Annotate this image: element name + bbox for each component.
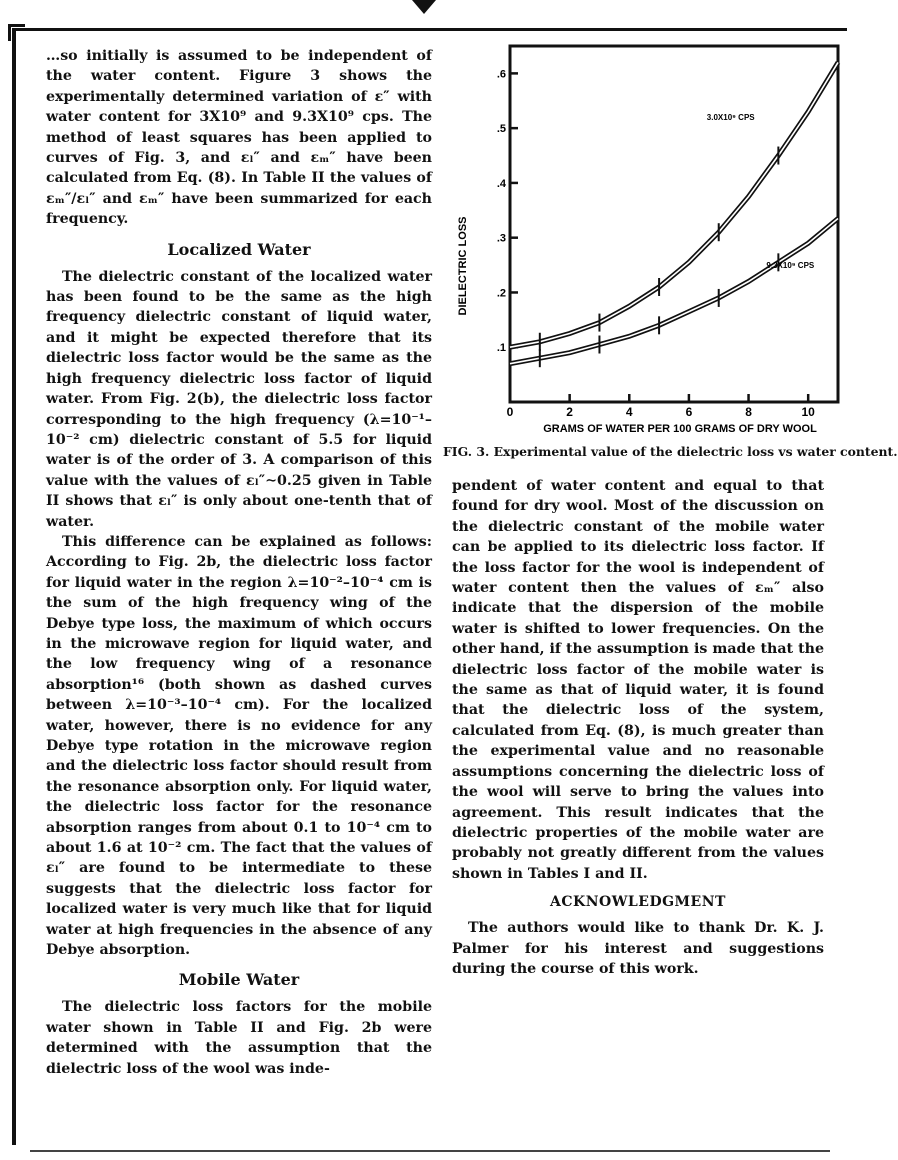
page-bottom-edge xyxy=(30,1150,830,1152)
x-tick-label: 6 xyxy=(685,405,693,419)
page-left-edge xyxy=(12,30,16,1145)
x-tick-label: 0 xyxy=(506,405,514,419)
series-line xyxy=(510,62,838,347)
y-tick-label: .3 xyxy=(496,232,506,245)
plot-frame xyxy=(510,46,838,402)
series-label: 9.3X10⁹ CPS xyxy=(766,260,815,270)
paragraph: pendent of water content and equal to that found for dry wool. Most of the discussion on the dielectric constant of the mobile water can be applied to its dielectric loss factor. If the loss factor for the wool is independent of water content then the values of εₘ″ also indicate that the dispersion of the mobile water is shifted to lower frequencies. On the other hand, if the assumption is made that the dielectric loss factor of the mobile water is the same as that of liquid water, it is found that the dielectric loss of the system, calculated from Eq. (8), is much greater than the experimental value and no reasonable assumptions concerning the dielectric loss of the wool will serve to bring the values into agreement. This result indicates that the dielectric properties of the mobile water are probably not greatly different from the values shown in Tables I and II. xyxy=(452,478,824,882)
y-tick-label: .4 xyxy=(496,177,506,190)
x-tick-label: 4 xyxy=(625,405,633,419)
y-axis-label: DIELECTRIC LOSS xyxy=(457,216,469,316)
x-axis-label: GRAMS OF WATER PER 100 GRAMS OF DRY WOOL xyxy=(543,423,817,435)
y-tick-label: .5 xyxy=(496,123,506,136)
section-heading-mobile-water: Mobile Water xyxy=(178,970,300,990)
series-line-inner xyxy=(510,62,838,347)
x-tick-label: 8 xyxy=(745,405,752,419)
series-line-inner xyxy=(510,219,838,364)
paragraph: The dielectric constant of the localized water has been found to be the same as the high frequency dielectric constant of liquid water, and it might be expected therefore that its dielectric loss factor would be the same as the high frequency dielectric loss factor of liquid water. From Fig. 2(b), the dielectric loss factor corresponding to the high frequency (λ=10⁻¹–10⁻² cm) dielectric constant of 5.5 for liquid water is of the order of 3. A comparison of this value with the values of εₗ″∼0.25 given in Table II shows that εₗ″ is only about one-tenth that of water. xyxy=(46,268,432,530)
y-tick-label: .1 xyxy=(496,342,506,355)
paragraph: …so initially is assumed to be independent of the water content. Figure 3 shows the experimentally determined variation of ε″ with water content for 3X10⁹ and 9.3X10⁹ cps. The method of least squares has been applied to curves of Fig. 3, and εₗ″ and εₘ″ have been calculated from Eq. (8). In Table II the values of εₘ″/εₗ″ and εₘ″ have been summarized for each frequency. xyxy=(46,48,432,228)
figure-3 xyxy=(452,40,847,460)
section-heading-acknowledgment: ACKNOWLEDGMENT xyxy=(550,894,726,911)
dielectric-loss-chart xyxy=(452,40,847,450)
series-label: 3.0X10⁹ CPS xyxy=(706,112,755,122)
x-tick-label: 2 xyxy=(566,405,573,419)
right-column xyxy=(452,476,824,979)
figure-caption: FIG. 3. Experimental value of the dielectric loss vs water content. xyxy=(443,444,898,459)
section-heading-localized-water: Localized Water xyxy=(167,239,311,259)
paragraph: The authors would like to thank Dr. K. J. Palmer for his interest and suggestions during the course of this work. xyxy=(452,920,824,977)
scan-corner-mark xyxy=(8,24,25,41)
y-tick-label: .2 xyxy=(496,287,506,300)
paragraph: This difference can be explained as follows: According to Fig. 2b, the dielectric loss factor for liquid water in the region λ=10⁻²–10⁻⁴ cm is the sum of the high frequency wing of the Debye type loss, the maximum of which occurs in the microwave region for liquid water, and the low frequency wing of a resonance absorption¹⁶ (both shown as dashed curves between λ=10⁻³–10⁻⁴ cm). For the localized water, however, there is no evidence for any Debye type rotation in the microwave region and the dielectric loss factor should result from the resonance absorption only. For liquid water, the dielectric loss factor for the resonance absorption ranges from about 0.1 to 10⁻⁴ cm to about 1.6 at 10⁻² cm. The fact that the values of εₗ″ are found to be intermediate to these suggests that the dielectric loss factor for localized water is very much like that for liquid water at high frequencies in the absence of any Debye absorption. xyxy=(46,533,432,959)
left-column xyxy=(46,46,432,1079)
series-line xyxy=(510,219,838,364)
page-top-edge xyxy=(12,28,847,31)
paragraph: The dielectric loss factors for the mobile water shown in Table II and Fig. 2b were determined with the assumption that the dielectric loss of the wool was inde- xyxy=(46,999,432,1077)
y-tick-label: .6 xyxy=(496,68,506,81)
binding-notch xyxy=(412,0,436,14)
x-tick-label: 10 xyxy=(801,405,815,419)
